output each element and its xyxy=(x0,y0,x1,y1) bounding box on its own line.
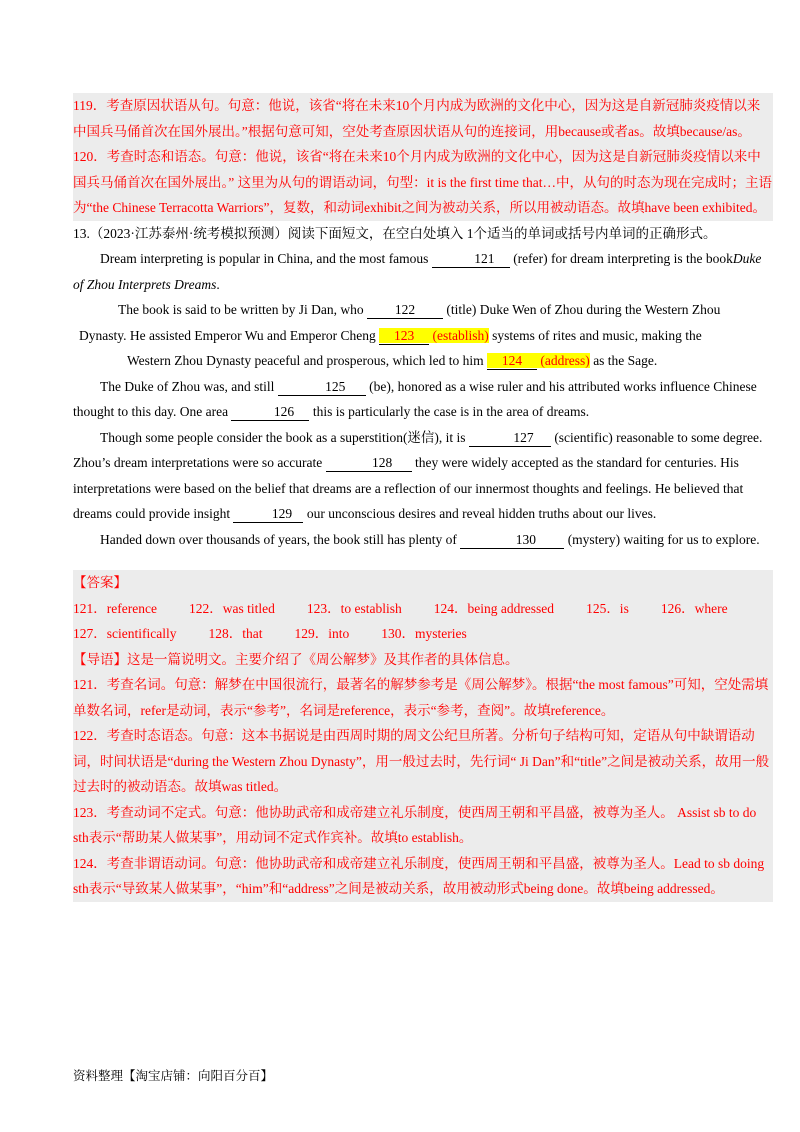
answer-item: 122．was titled xyxy=(188,600,275,616)
text: (title) Duke Wen of Zhou during the Western Zhou xyxy=(446,302,721,317)
footer-source: 资料整理【淘宝店铺：向阳百分百】 xyxy=(73,1068,274,1083)
text: (refer) for dream interpreting is the book xyxy=(513,251,733,266)
answer-item: 130．mysteries xyxy=(381,626,467,641)
explanation-124: 124．考查非谓语动词。句意：他协助武帝和成帝建立礼乐制度，使西周王朝和平昌盛，被尊为圣人。Lead to sb doing sth表示“导致某人做某事”，“him”和“address”之间是被动关系，故用被动形式being done。故填being addressed。 xyxy=(73,855,765,896)
text: . xyxy=(216,276,220,292)
answer-row-2 xyxy=(73,621,773,647)
text: Dynasty. He assisted Emperor Wu and Emperor Cheng xyxy=(79,327,376,343)
book-title: Duke of Zhou Interprets Dreams xyxy=(73,251,762,292)
answer-item: 128．that xyxy=(208,626,263,641)
answer-item: 121．reference xyxy=(73,600,157,616)
explanation-123: 123．考查动词不定式。句意：他协助武帝和成帝建立礼乐制度，使西周王朝和平昌盛，被尊为圣人。 Assist sb to do sth表示“帮助某人做某事”，用动词不定式作宾补。故填to establish。 xyxy=(73,804,757,845)
text: degree. Zhou’s dream interpretations were so accurate xyxy=(73,429,763,470)
text: Dream interpreting is popular in China, and the most famous xyxy=(100,251,429,266)
explanation-block-top xyxy=(73,93,773,221)
explanation-121: 121．考查名词。句意：解梦在中国很流行，最著名的解梦参考是《周公解梦》。根据“the most famous”可知，空处需填单数名词，refer是动词，表示“参考”，名词是reference，表示“参考，查阅”。故填reference。 xyxy=(73,677,769,718)
passage-paragraph-2-line1 xyxy=(73,297,773,323)
passage-paragraph-1 xyxy=(73,246,773,297)
text: (be), honored as a wise ruler and his attributed works influence xyxy=(369,378,710,394)
explanation-122: 122．考查时态语态。句意：这本书据说是由西周时期的周文公纪旦所著。分析句子结构可知，定语从句中缺谓语动词，时间状语是“during the Western Zhou Dynasty”，用一般过去时，先行词“ Ji Dan”和“title”之间是被动关系，故用一般过去时的被动语态。故填was titled。 xyxy=(73,728,770,794)
text: He believed that dreams could provide insight xyxy=(73,480,744,521)
hint-123: (establish) xyxy=(432,327,489,343)
passage-paragraph-2-line3 xyxy=(73,348,773,374)
answer-label: 【答案】 xyxy=(73,575,127,590)
text: centuries. His interpretations were based on the belief that dreams are a reflection of our innermost thoughts and feelings. xyxy=(73,455,739,496)
text: our unconscious desires and reveal hidden truths about our xyxy=(306,506,625,521)
answer-item: 123．to establish xyxy=(306,600,402,616)
explanation-119: 119．考查原因状语从句。句意：他说，该省“将在未来10个月内成为欧洲的文化中心，因为这是自新冠肺炎疫情以来中国兵马俑首次在国外展出。”根据句意可知，空处考查原因状语从句的连接词，用because或者as。故填because/as。 xyxy=(73,98,761,139)
blank-121[interactable]: 121 xyxy=(432,250,510,268)
explanation-120: 120．考查时态和语态。句意：他说，该省“将在未来10个月内成为欧洲的文化中心，因为这是自新冠肺炎疫情以来中国兵马俑首次在国外展出。” 这里为从句的谓语动词，句型：it is the first time that…中，从句的时态为现在完成时；主语为“the Chinese Terracotta Warriors”，复数，和动词exhibit之间为被动关系，所以用被动语态。故填have been exhibited。 xyxy=(73,149,772,215)
passage-paragraph-4 xyxy=(73,425,773,527)
text: they were widely accepted as the standard for xyxy=(415,455,662,470)
passage-paragraph-5 xyxy=(73,527,773,553)
passage-paragraph-2-line2 xyxy=(73,323,773,349)
answer-item: 125．is xyxy=(586,600,629,616)
blank-127[interactable]: 127 xyxy=(469,429,551,447)
blank-129[interactable]: 129 xyxy=(233,505,303,523)
passage-paragraph-3 xyxy=(73,374,773,425)
text: The Duke of Zhou was, and still xyxy=(100,378,275,394)
blank-125[interactable]: 125 xyxy=(278,378,366,396)
text: The book is said to be written by Ji Dan, who xyxy=(118,302,364,317)
hint-124: (address) xyxy=(540,353,590,368)
text: explore. xyxy=(715,531,760,547)
blank-122[interactable]: 122 xyxy=(367,301,443,319)
text: systems of rites and music, making the xyxy=(492,327,702,343)
blank-124[interactable]: 124 xyxy=(487,352,537,370)
text: (mystery) waiting for us to xyxy=(567,531,713,547)
guide-text: 【导语】这是一篇说明文。主要介绍了《周公解梦》及其作者的具体信息。 xyxy=(73,651,519,667)
text: Though some people consider the book as a superstition(迷信), it is xyxy=(100,429,466,445)
blank-130[interactable]: 130 xyxy=(460,531,564,549)
text: Western Zhou Dynasty peaceful and prosperous, which led to him xyxy=(127,353,484,368)
text: as the Sage. xyxy=(593,353,658,368)
answer-block xyxy=(73,570,773,902)
answer-item: 126．where xyxy=(660,600,728,616)
text: (scientific) reasonable to some xyxy=(554,429,720,445)
question-header: 13.（2023·江苏泰州·统考模拟预测）阅读下面短文，在空白处填入 1个适当的单词或括号内单词的正确形式。 xyxy=(73,225,717,241)
answer-item: 124．being addressed xyxy=(433,600,555,616)
text: Chinese thought to this day. One area xyxy=(73,378,757,419)
text: Handed down over thousands of years, the book still has plenty of xyxy=(100,531,457,547)
answer-row-1 xyxy=(73,596,773,622)
blank-123[interactable]: 123 xyxy=(379,327,429,345)
blank-128[interactable]: 128 xyxy=(326,454,412,472)
answer-item: 129．into xyxy=(294,626,350,641)
page-content xyxy=(73,93,773,902)
text: this is particularly the case is in the area of dreams. xyxy=(312,404,590,419)
text: lives. xyxy=(627,506,657,521)
answer-item: 127．scientifically xyxy=(73,626,177,641)
blank-126[interactable]: 126 xyxy=(231,403,309,421)
